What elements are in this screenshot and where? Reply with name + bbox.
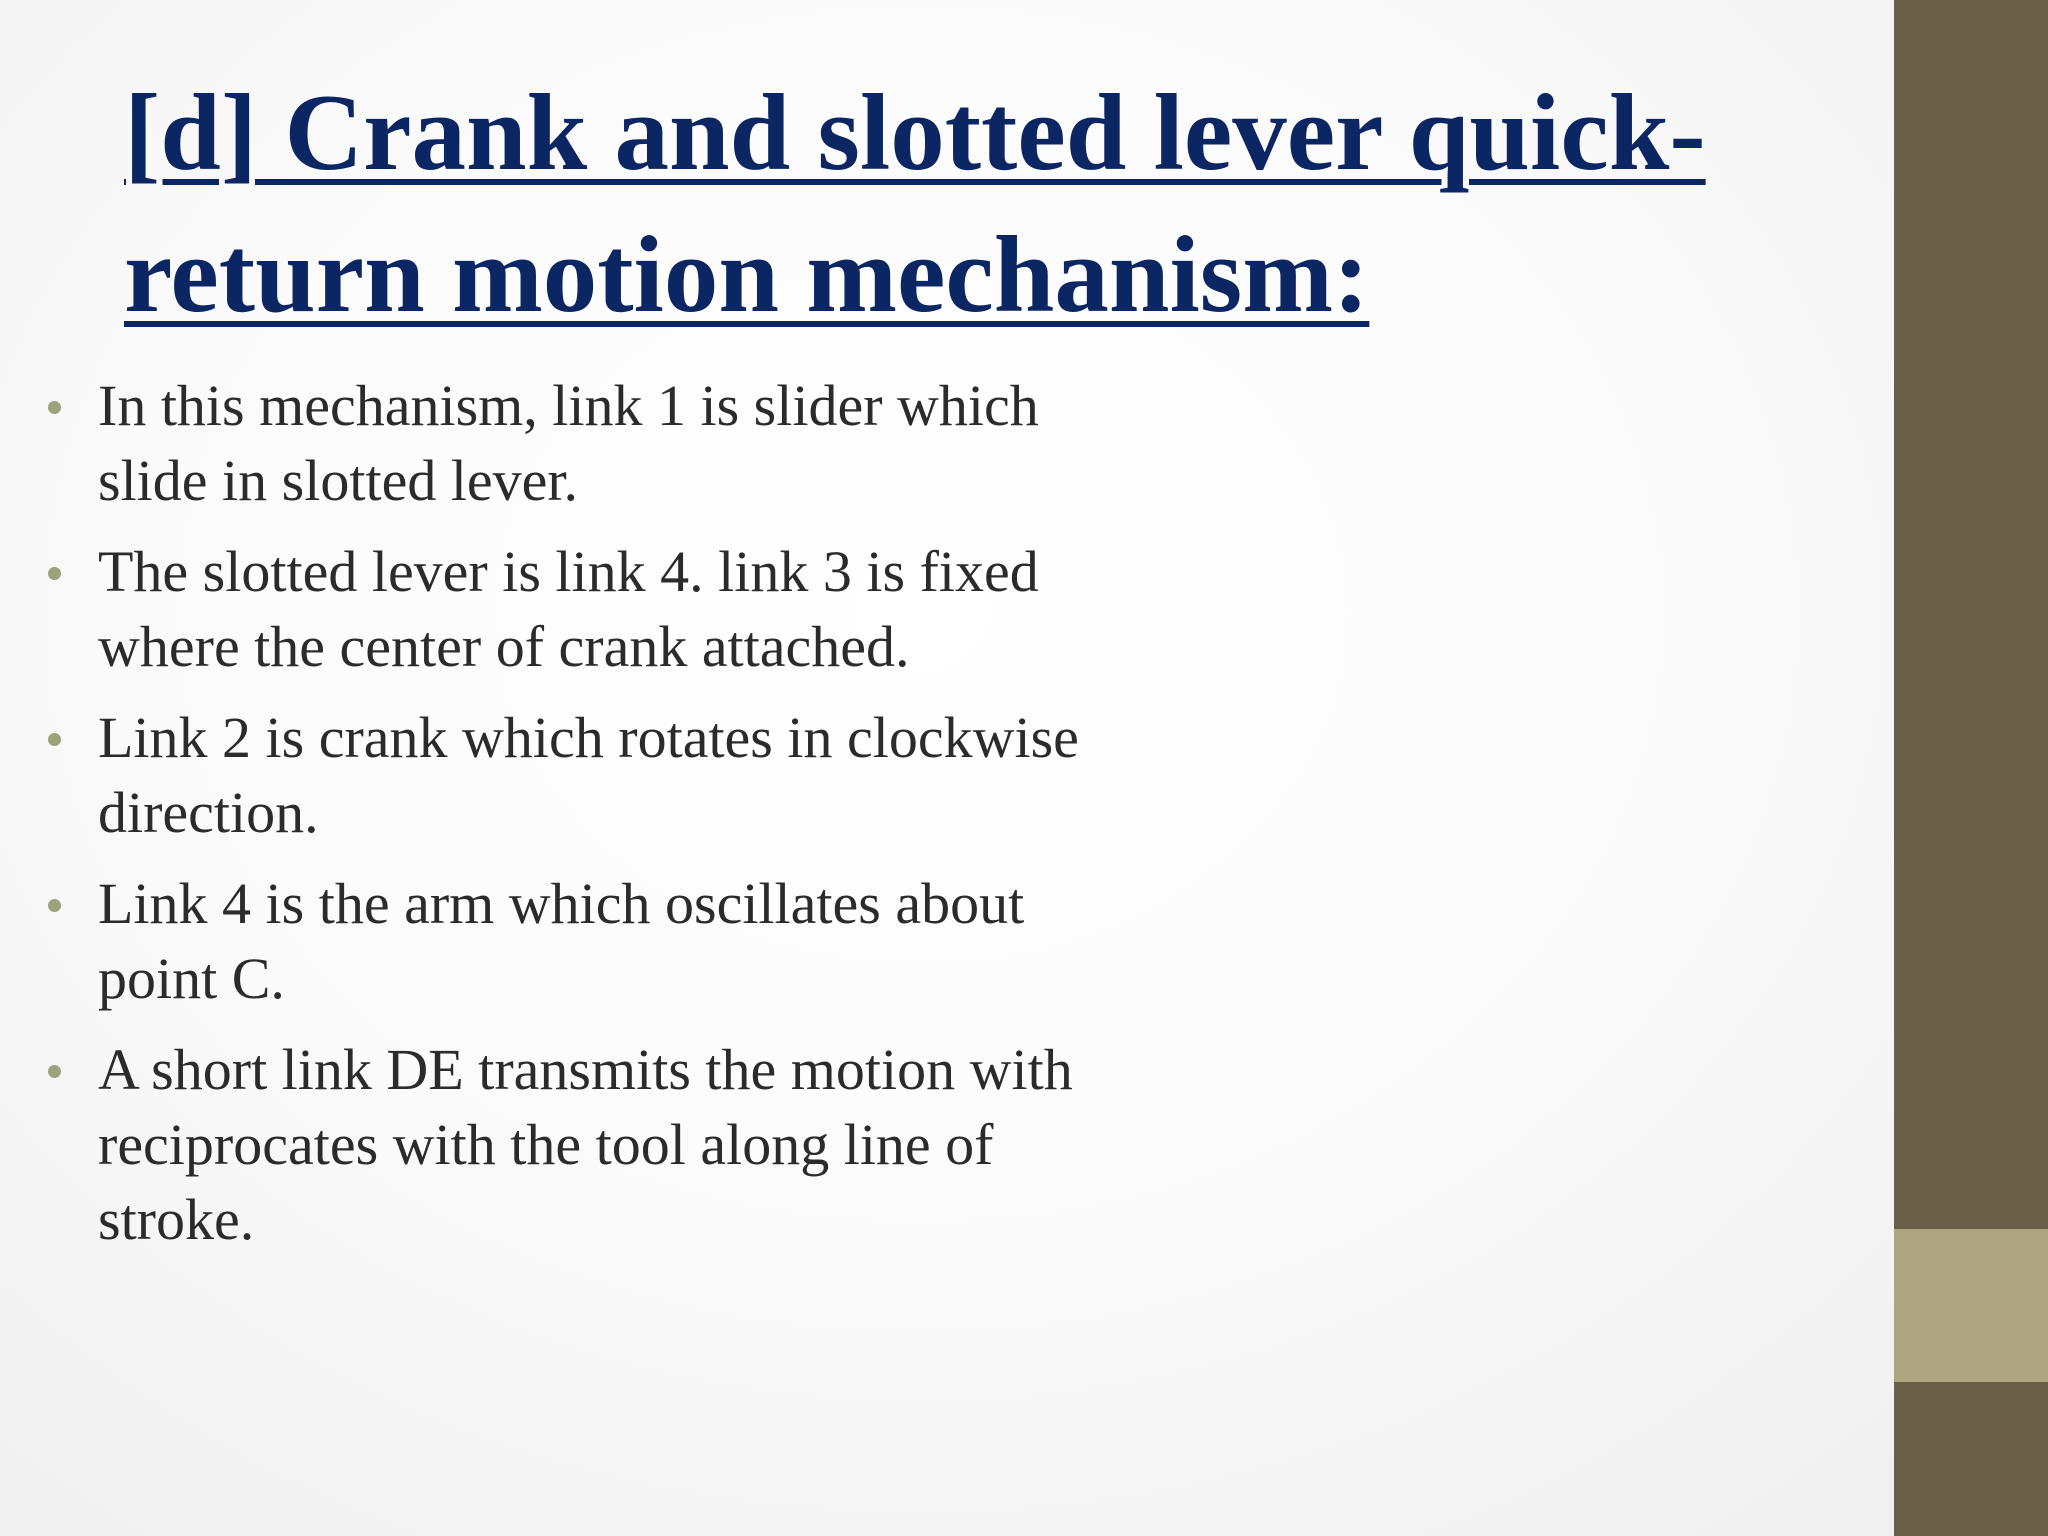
bullet-text: The slotted lever is link 4. link 3 is fixed where the center of crank attached.: [98, 539, 1039, 679]
slide-title: [d] Crank and slotted lever quick-return motion mechanism:: [124, 72, 1706, 335]
bullet-text: In this mechanism, link 1 is slider which slide in slotted lever.: [98, 373, 1039, 513]
bullet-list: [40, 368, 1100, 1273]
bullet-icon: [48, 1065, 61, 1078]
bullet-text: Link 4 is the arm which oscillates about point C.: [98, 871, 1025, 1011]
side-bar-accent: [1894, 1229, 2048, 1382]
bullet-text: Link 2 is crank which rotates in clockwise direction.: [98, 705, 1079, 845]
bullet-text: A short link DE transmits the motion with reciprocates with the tool along line of stroke.: [98, 1037, 1073, 1252]
bullet-item: [40, 368, 1100, 518]
bullet-item: [40, 866, 1100, 1016]
bullet-icon: [48, 401, 61, 414]
bullet-icon: [48, 733, 61, 746]
bullet-icon: [48, 899, 61, 912]
bullet-item: [40, 534, 1100, 684]
bullet-icon: [48, 567, 61, 580]
bullet-item: [40, 700, 1100, 850]
bullet-item: [40, 1032, 1100, 1257]
